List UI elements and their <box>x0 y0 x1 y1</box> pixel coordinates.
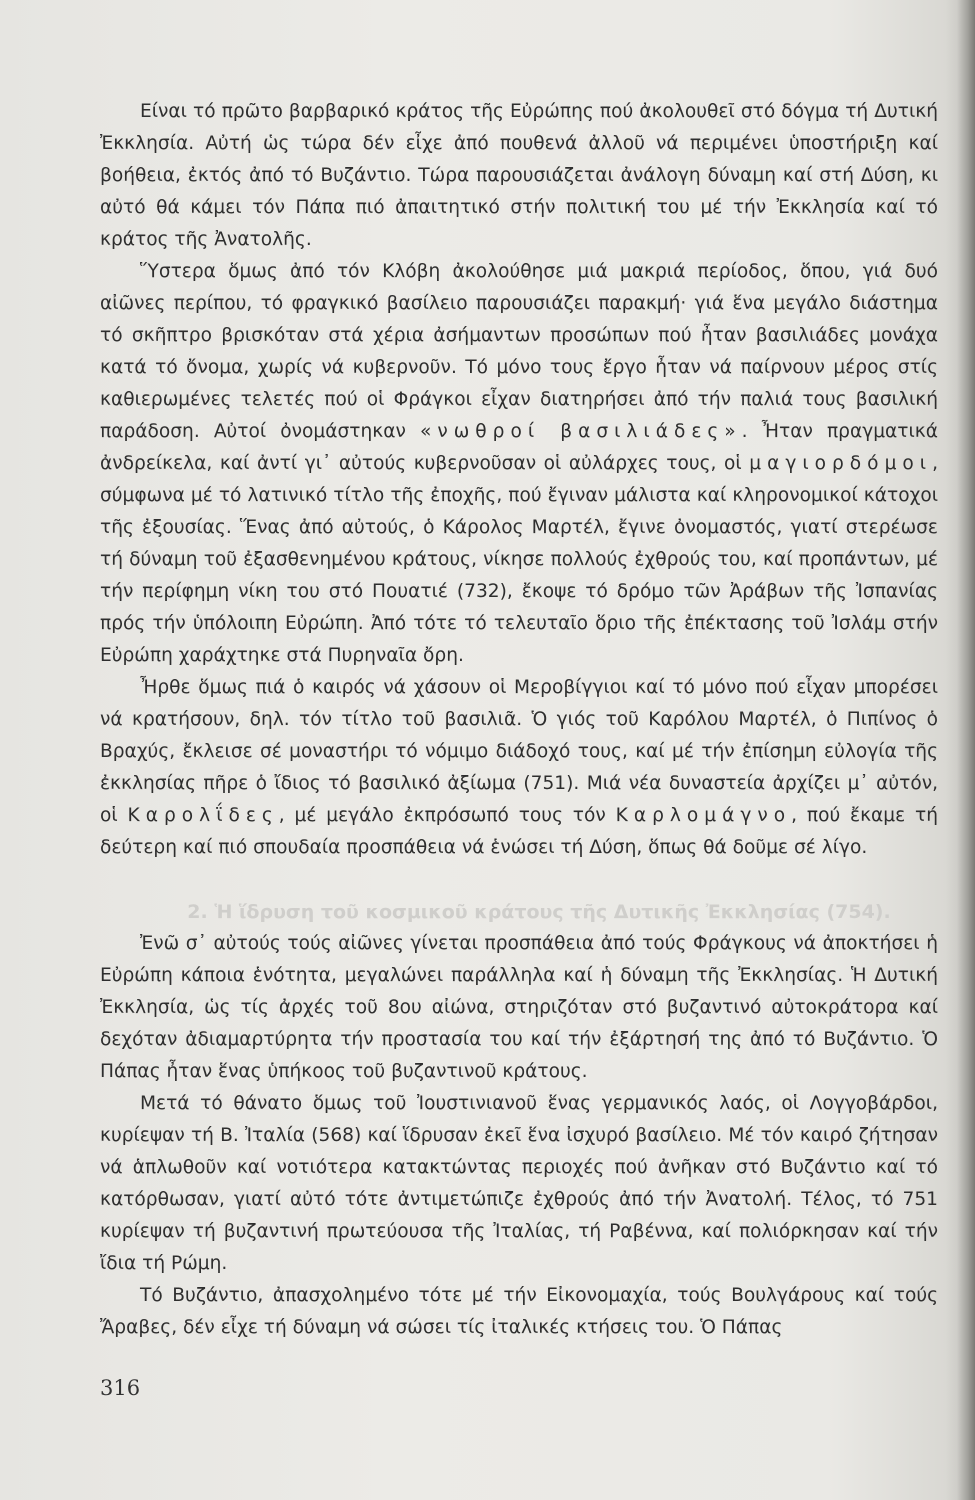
page-number: 316 <box>100 1376 141 1400</box>
paragraph-lombards: Μετά τό θάνατο ὅμως τοῦ Ἰουστινιανοῦ ἕνας γερμανικός λαός, οἱ Λογγοβάρδοι, κυρίεψαν τή Β. Ἰταλία (568) καί ἵδρυσαν ἐκεῖ ἕνα ἰσχυρό βασίλειο. Μέ τόν καιρό ζήτησαν νά ἁπλωθοῦν καί νοτιότερα κατακτώντας περιοχές πού ἀνῆκαν στό Βυζάντιο καί τό κατόρθωσαν, γιατί αὐτό τότε ἀντιμετώπιζε ἐχθρούς ἀπό τήν Ἀνατολή. Τέλος, τό 751 κυρίεψαν τή βυζαντινή πρωτεύουσα τῆς Ἰταλίας, τή Ραβέννα, καί πολιόρκησαν καί τήν ἴδια τή Ρώμη. <box>100 1093 938 1274</box>
paragraph-text: Ἦρθε ὅμως πιά ὁ καιρός νά χάσουν οἱ Μεροβίγγιοι καί τό μόνο πού εἶχαν μπορέσει νά κρατήσουν, δηλ. τόν τίτλο τοῦ βασιλιᾶ. Ὁ γιός τοῦ Καρόλου Μαρτέλ, ὁ Πιπίνος ὁ Βραχύς, ἔκλεισε σέ μοναστήρι τό νόμιμο διάδοχό τους, καί μέ τήν ἐπίσημη εὐλογία τῆς ἐκκλησίας πῆρε ὁ ἴδιος τό βασιλικό ἀξίωμα (751). Μιά νέα δυναστεία ἀρχίζει μ᾽ αὐτόν, οἱ <box>100 677 938 826</box>
paragraph-byzantium: Τό Βυζάντιο, ἀπασχολημένο τότε μέ τήν Εἰκονομαχία, τούς Βουλγάρους καί τούς Ἄραβες, δέν εἶχε τή δύναμη νά σώσει τίς ἰταλικές κτήσεις του. Ὁ Πάπας <box>100 1285 938 1338</box>
paragraph-text: , σύμφωνα μέ τό λατινικό τίτλο τῆς ἐποχῆς, πού ἔγιναν μάλιστα καί κληρονομικοί κάτοχοι τῆς ἐξουσίας. Ἕνας ἀπό αὐτούς, ὁ Κάρολος Μαρτέλ, ἔγινε ὀνομαστός, γιατί στερέωσε τή δύναμη τοῦ ἐξασθενημένου κράτους, νίκησε πολλούς ἐχθρούς του, καί προπάντων, μέ τήν περίφημη νίκη του στό Πουατιέ (732), ἔκοψε τό δρόμο τῶν Ἀράβων τῆς Ἰσπανίας πρός τήν ὑπόλοιπη Εὐρώπη. Ἀπό τότε τό τελευταῖο ὅριο τῆς ἐπέκτασης τοῦ Ἰσλάμ στήν Εὐρώπη χαράχτηκε στά Πυρηναῖα ὄρη. <box>100 453 938 666</box>
page-body <box>100 96 938 1344</box>
paragraph-text: . Ἦταν πραγματικά ἀνδρείκελα, καί ἀντί γι᾽ αὐτούς κυβερνοῦσαν οἱ αὐλάρχες τους, οἱ <box>100 421 938 474</box>
paragraph-text: , μέ μεγάλο ἐκπρόσωπό τους τόν <box>278 805 606 826</box>
paragraph-merovingians-end <box>100 672 938 864</box>
section-heading: 2. Ἡ ἵδρυση τοῦ κοσμικοῦ κράτους τῆς Δυτικῆς Ἐκκλησίας (754). <box>187 901 891 923</box>
paragraph-clovis-successors <box>100 256 938 672</box>
paragraph-frankish-kingdom: Είναι τό πρῶτο βαρβαρικό κράτος τῆς Εὐρώπης πού ἀκολουθεῖ στό δόγμα τή Δυτική Ἐκκλησία. Αὐτή ὡς τώρα δέν εἶχε ἀπό πουθενά ἀλλοῦ νά περιμένει ὑποστήριξη καί βοήθεια, ἐκτός ἀπό τό Βυζάντιο. Τώρα παρουσιάζεται ἀνάλογη δύναμη καί στή Δύση, κι αὐτό θά κάμει τόν Πάπα πιό ἀπαιτητικό στήν πολιτική του μέ τήν Ἐκκλησία καί τό κράτος τῆς Ἀνατολῆς. <box>100 101 938 250</box>
paragraph-text: , πού ἔκαμε τή δεύτερη καί πιό σπουδαία προσπάθεια νά ἑνώσει τή Δύση, ὅπως θά δοῦμε σέ λίγο. <box>100 805 938 858</box>
paragraph-text: Ὕστερα ὅμως ἀπό τόν Κλόβη ἀκολούθησε μιά μακριά περίοδος, ὅπου, γιά δυό αἰῶνες περίπου, τό φραγκικό βασίλειο παρουσιάζει παρακμή· γιά ἕνα μεγάλο διάστημα τό σκῆπτρο βρισκόταν στά χέρια ἀσήμαντων προσώπων πού ἦταν βασιλιάδες μονάχα κατά τό ὄνομα, χωρίς νά κυβερνοῦν. Τό μόνο τους ἔργο ἦταν νά παίρνουν μέρος στίς καθιερωμένες τελετές πού οἱ Φράγκοι εἶχαν διατηρήσει ἀπό τήν παλιά τους βασιλική παράδοση. Αὐτοί ὀνομάστηκαν <box>100 261 938 442</box>
spaced-term: Καρλομάγνο <box>615 805 792 826</box>
spaced-term: Καρολΐδες <box>127 805 279 826</box>
spaced-term: «νωθροί βασιλιάδες» <box>419 421 742 442</box>
spaced-term: μαγιορδόμοι <box>749 453 933 474</box>
section-gap <box>100 864 938 896</box>
paragraph-church-power: Ἐνῶ σ᾽ αὐτούς τούς αἰῶνες γίνεται προσπάθεια ἀπό τούς Φράγκους νά ἀποκτήσει ἡ Εὐρώπη κάποια ἑνότητα, μεγαλώνει παράλληλα καί ἡ δύναμη τῆς Ἐκκλησίας. Ἡ Δυτική Ἐκκλησία, ὡς τίς ἀρχές τοῦ 8ου αἰώνα, στηριζόταν στό βυζαντινό αὐτοκράτορα καί δεχόταν ἀδιαμαρτύρητα τήν προστασία του καί τήν ἐξάρτησή της ἀπό τό Βυζάντιο. Ὁ Πάπας ἦταν ἕνας ὑπήκοος τοῦ βυζαντινοῦ κράτους. <box>100 933 938 1082</box>
page-edge-shadow <box>957 0 975 1500</box>
